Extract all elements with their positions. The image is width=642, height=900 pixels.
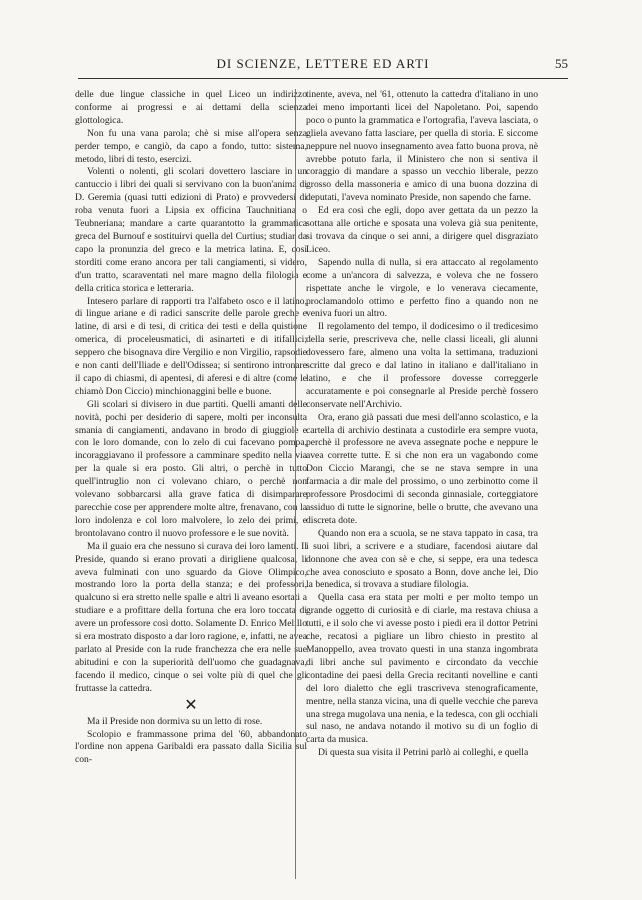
page-header [78,56,568,76]
paragraph: Non fu una vana parola; chè si mise all'opera senza perder tempo, e cangiò, da capo a fondo, tutto: sistema, metodo, libri di testo, esercizi. [75,127,307,165]
paragraph: Il regolamento del tempo, il dodicesimo o il tredicesimo della serie, prescriveva che, nelle classi liceali, gli alunni dovessero fare, almeno una volta la settimana, traduzioni scritte dal greco e dal latino in italiano e dall'italiano in latino, e che il professore dovesse correggerle accuratamente e poi consegnarle al Preside perchè fossero conservate nell'Archivio. [306,321,538,410]
column-divider [295,89,296,879]
paragraph: Gli scolari si divisero in due partiti. Quelli amanti delle novità, pochi per desiderio di sapere, molti per inconsulta smania di cangiamenti, andavano in brodo di giuggiole e con le loro domande, con lo zelo di cui facevano pompa, incoraggiavano il professore a camminare spedito nella via per la quale si era posto. Gli altri, o perchè in tutto quell'intruglio non ci volevano chiaro, o perchè non volevano sobbarcarsi alla grave fatica di disimparare parecchie cose per apprendere molte altre, frenavano, con la loro indolenza e col loro malvolere, lo zelo dei primi, e brontolavano contro il nuovo professore e le sue novità. [75,398,307,539]
paragraph: Volenti o nolenti, gli scolari dovettero lasciare in un cantuccio i libri dei quali si servivano con la buon'anima di D. Geremia (quasi tutti edizioni di Prato) e provvedersi di roba venuta fuori a Lipsia ex officina Tauchnitiana o Teubneriana; mandare a carte quarantotto la grammatica greca del Burnouf e sostituirvi quella del Curtius; studiar da capo la pronunzia del greco e la metrica latina. E, così storditi come erano ancora per tali cangiamenti, si videro, d'un tratto, scaraventati nel mare magno della filologia e della critica storica e letteraria. [75,166,307,294]
paragraph: Sapendo nulla di nulla, si era attaccato al regolamento come a un'ancora di salvezza, e voleva che ne fossero rispettate anche le virgole, e lo venerava ciecamente, proclamandolo ottimo e perfetto fino a quando non ne veniva fuori un altro. [306,256,538,320]
right-column [306,89,538,760]
paragraph: Ma il guaio era che nessuno si curava dei loro lamenti. Il Preside, quando si erano provati a dirigliene qualcosa, li aveva fulminati con uno sguardo da Giove Olimpico, mostrando loro la porta della stanza; e dei professori, qualcuno si era stretto nelle spalle e altri li aveano esortati a studiare e a profittare della fortuna che era loro toccata di avere un professore così dotto. Solamente D. Enrico Melillo si era mostrato disposto a dar loro ragione, e, infatti, ne avea parlato al Preside con la rude franchezza che era nelle sue abitudini e con la superiorità dell'uomo che guadagnava, facendo il medico, cinque o sei volte più di quel che gli fruttasse la cattedra. [75,540,307,694]
paragraph: Quella casa era stata per molti e per molto tempo un grande oggetto di curiosità e di ciarle, ma restava chiusa a tutti, e il solo che vi avesse posto i piedi era il dottor Petrini che, recatosi a pigliare un libro chiesto in prestito al Manoppello, avea trovato questi in una stanza ingombrata di libri anche sul pavimento e circondato da vecchie contadine dei paesi della Grecia recitanti novelline e canti del loro dialetto che egli trascriveva stenograficamente, mentre, nella stanza vicina, una di quelle vecchie che pareva una strega mugolava una nenia, e la tedesca, con gli occhiali sul naso, ne andava notando il motivo su di un foglio di carta da musica. [306,592,538,746]
page-number: 55 [555,56,568,71]
paragraph: Ora, erano già passati due mesi dell'anno scolastico, e la cartella di archivio destinata a custodirle era sempre vuota, perchè il professore ne aveva assegnate poche e neppure le avea corrette tutte. E si che non era un vagabondo come Don Ciccio Marangi, che se ne stava sempre in una farmacia a dir male del prossimo, o uno zerbinotto come il professore Prosdocimi di seconda ginnasiale, corteggiatore assiduo di tutte le signorine, belle o brutte, che avevano una discreta dote. [306,411,538,526]
paragraph: Quando non era a scuola, se ne stava tappato in casa, tra i suoi libri, a scrivere e a studiare, facendosi aiutare dal donnone che avea con sè e che, si seppe, era una tedesca che avea conosciuto e sposato a Bonn, dove anche lei, Dio la benedica, si trovava a studiare filologia. [306,527,538,591]
section-separator: ✕ [184,696,198,714]
paragraph: Intesero parlare di rapporti tra l'alfabeto osco e il latino, di lingue ariane e di radici sanscrite delle parole greche e latine, di arsi e di tesi, di critica dei testi e della quistione omerica, di proceleusmatici, di asinarteti e di itifallici; seppero che bisognava dire Vergilio e non Virgilio, rapsodie e non canti dell'Iliade e dell'Odissea; si sentirono intronare il capo di chiasmi, di apentesi, di aferesi e di altre (come le chiamò Don Ciccio) minchionaggini belle e buone. [75,295,307,397]
running-title: DI SCIENZE, LETTERE ED ARTI [216,56,430,71]
paragraph: Scolopio e frammassone prima del '60, abbandonato l'ordine non appena Garibaldi era passato dalla Sicilia sul con- [75,728,307,766]
paragraph: Ma il Preside non dormiva su un letto di rose. [87,715,263,727]
paragraph: tinente, aveva, nel '61, ottenuto la cattedra d'italiano in uno dei meno importanti licei del Napoletano. Poi, sapendo poco o punto la grammatica e l'ortografia, l'aveva lasciata, o gliela avevano fatta lasciare, per quella di storia. E siccome neppure nel nuovo insegnamento avea fatto buona prova, nè avrebbe potuto farla, il Ministero che non si sentiva il coraggio di mandare a spasso un vecchio liberale, pezzo grosso della massoneria e amico di una buona dozzina di deputati, l'aveva nominato Preside, non sapendo che farne. [306,89,538,204]
paragraph: Ed era così che egli, dopo aver gettata da un pezzo la sottana alle ortiche e sposata una voleva già sua penitente, si trovava da cinque o sei anni, a dirigere quel disgraziato Liceo. [306,205,538,255]
paragraph: delle due lingue classiche in quel Liceo un indirizzo conforme ai progressi e ai dettami della scienza glottologica. [75,89,307,126]
left-column [75,89,307,767]
header-rule [78,78,568,79]
paragraph: Di questa sua visita il Petrini parlò ai colleghi, e quella [318,747,529,759]
